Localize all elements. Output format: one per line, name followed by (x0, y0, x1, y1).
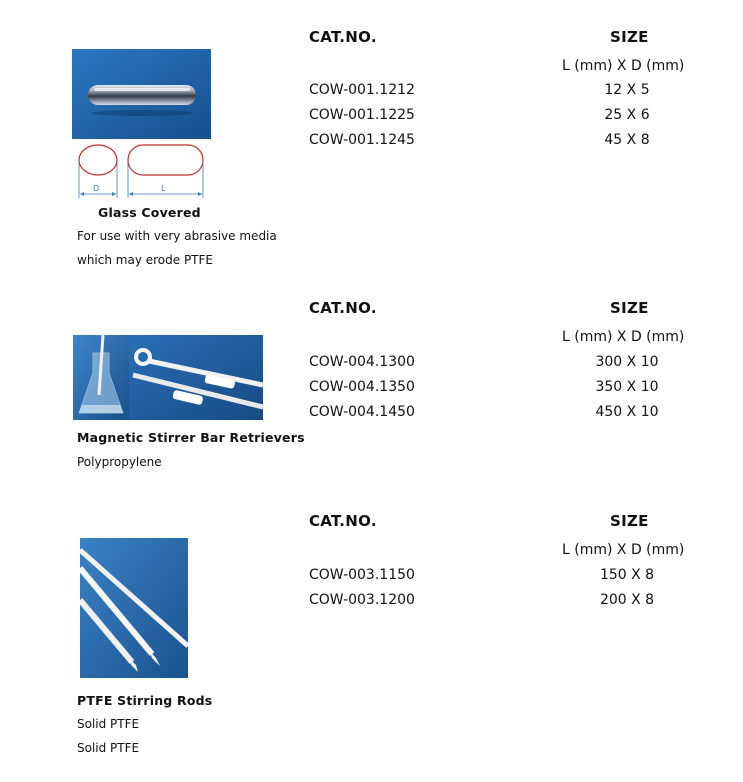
stirring-rods-photo (80, 538, 188, 678)
size-value: 350 X 10 (595, 379, 659, 395)
product-description: which may erode PTFE (77, 253, 213, 267)
product-description: Solid PTFE (77, 741, 140, 755)
cat-number: COW-004.1350 (309, 379, 415, 395)
size-value: 200 X 8 (599, 592, 655, 608)
product-title: PTFE Stirring Rods (77, 693, 213, 708)
cat-number: COW-004.1450 (309, 404, 415, 420)
size-units: L (mm) X D (mm) (562, 329, 685, 345)
size-units: L (mm) X D (mm) (562, 542, 685, 558)
size-value: 45 X 8 (604, 132, 650, 148)
size-units: L (mm) X D (mm) (562, 58, 685, 74)
product-description: For use with very abrasive media (77, 229, 277, 243)
product-description: Polypropylene (77, 455, 162, 469)
product-title: Glass Covered (98, 205, 201, 220)
diagram-label-l: L (161, 184, 166, 193)
cat-no-header: CAT.NO. (309, 28, 377, 46)
diagram-label-d: D (93, 184, 100, 193)
size-value: 12 X 5 (604, 82, 650, 98)
size-header: SIZE (610, 512, 649, 530)
cat-number: COW-003.1200 (309, 592, 415, 608)
cat-number: COW-004.1300 (309, 354, 415, 370)
cat-number: COW-003.1150 (309, 567, 415, 583)
cat-number: COW-001.1212 (309, 82, 415, 98)
product-title: Magnetic Stirrer Bar Retrievers (77, 430, 305, 445)
size-header: SIZE (610, 28, 649, 46)
retriever-photo (73, 335, 263, 420)
size-value: 25 X 6 (604, 107, 650, 123)
size-value: 150 X 8 (599, 567, 655, 583)
dimension-diagram (74, 142, 206, 200)
size-header: SIZE (610, 299, 649, 317)
stir-bar-photo (72, 49, 211, 139)
size-value: 450 X 10 (595, 404, 659, 420)
size-value: 300 X 10 (595, 354, 659, 370)
cat-no-header: CAT.NO. (309, 299, 377, 317)
cat-no-header: CAT.NO. (309, 512, 377, 530)
cat-number: COW-001.1225 (309, 107, 415, 123)
cat-number: COW-001.1245 (309, 132, 415, 148)
product-description: Solid PTFE (77, 717, 140, 731)
